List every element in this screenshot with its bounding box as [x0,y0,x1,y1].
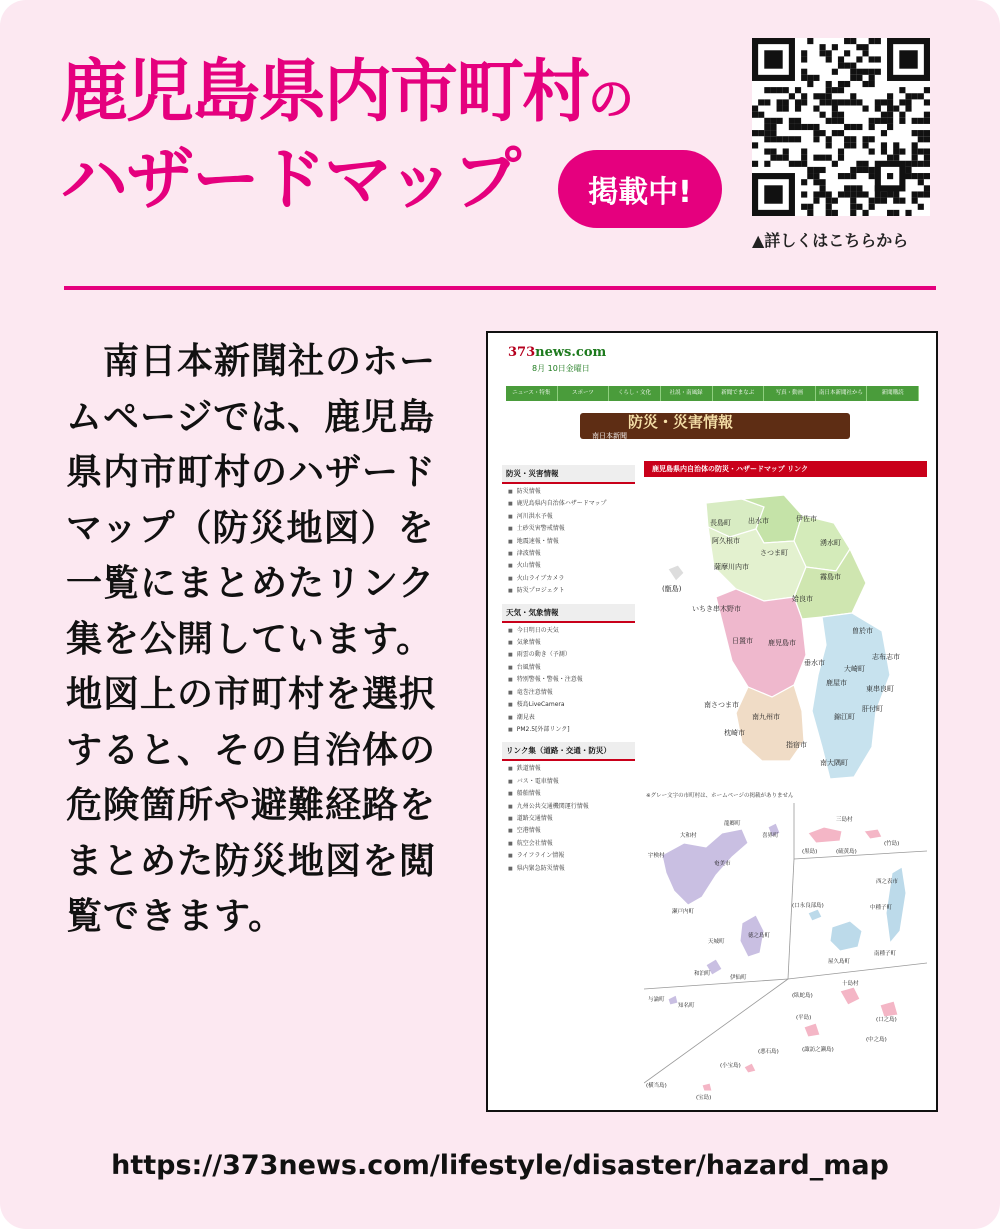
map-label[interactable]: (平島) [796,1015,812,1021]
nav-item[interactable]: 写真・動画 [764,386,816,401]
list-item[interactable]: ■ 桜島LiveCamera [508,699,635,711]
map-label[interactable]: 曽於市 [852,627,873,635]
map-label[interactable]: 長島町 [710,519,731,527]
map-label[interactable]: (口永良部島) [792,903,824,909]
map-label[interactable]: 宇検村 [648,853,665,859]
headline [60,52,632,222]
qr-code-icon[interactable] [752,38,930,216]
map-label[interactable]: (中之島) [866,1037,887,1043]
map-label[interactable]: 奄美市 [714,861,731,867]
list-item[interactable]: ■ 特別警報・警報・注意報 [508,674,635,686]
mainland-map [644,479,927,789]
nav-item[interactable]: 新聞でまなぶ [713,386,765,401]
map-label[interactable]: 徳之島町 [748,933,771,939]
list-item[interactable]: ■ 防災プロジェクト [508,585,635,597]
list-item[interactable]: ■ 鉄道情報 [508,763,635,775]
map-label[interactable]: 南九州市 [752,713,780,721]
map-label[interactable]: (黒島) [802,849,818,855]
map-region[interactable] [812,613,890,779]
map-label[interactable]: 志布志市 [872,653,900,661]
map-label[interactable]: 中種子町 [870,905,893,911]
nav-item[interactable]: ニュース・特集 [506,386,558,401]
island[interactable] [830,921,862,951]
section-title: 防災・災害情報 [502,465,635,484]
map-label[interactable]: 西之表市 [876,879,899,885]
islands-map [644,803,927,1103]
section-title: リンク集（道路・交通・防災） [502,742,635,761]
map-label[interactable]: 日置市 [732,637,753,645]
island[interactable] [804,1023,820,1037]
island[interactable] [662,829,748,905]
list-item[interactable]: ■ 防災情報 [508,486,635,498]
map-label[interactable]: さつま町 [760,549,788,557]
list-item[interactable]: ■ 航空会社情報 [508,838,635,850]
list-item[interactable]: ■ 津波情報 [508,548,635,560]
headline-line1: 鹿児島県内市町村 [60,53,589,132]
map-label[interactable]: 湧水町 [820,539,841,547]
island[interactable] [840,987,860,1005]
banner-sub: 南日本新聞 [592,432,627,440]
map-label[interactable]: (小宝島) [720,1063,741,1069]
list-item[interactable]: ■ 気象情報 [508,637,635,649]
map-label[interactable]: 姶良市 [792,595,813,603]
list-item[interactable]: ■ 土砂災害警戒情報 [508,523,635,535]
map-label[interactable]: 指宿市 [786,741,807,749]
map-label[interactable]: (臥蛇島) [792,993,813,999]
nav-item[interactable]: 新聞購読 [867,386,919,401]
island[interactable] [808,909,822,921]
island[interactable] [702,1083,712,1091]
body-text: 南日本新聞社のホームページでは、鹿児島県内市町村のハザードマップ（防災地図）を一覧にまとめたリンク集を公開しています。地図上の市町村を選択すると、その自治体の危険箇所や避難経路をまとめた防災地図を閲覧できます。 [66,340,437,937]
list-item[interactable]: ■ 雨雲の動き（予測） [508,649,635,661]
website-screenshot [486,331,938,1112]
list-item[interactable]: ■ 船舶情報 [508,788,635,800]
list-item[interactable]: ■ 県内緊急防災情報 [508,863,635,875]
map-label[interactable]: 龍郷町 [724,821,741,827]
list-item[interactable]: ■ 火山情報 [508,560,635,572]
list-item[interactable]: ■ バス・電車情報 [508,776,635,788]
map-label[interactable]: (横当島) [646,1083,667,1089]
section-title: 天気・気象情報 [502,604,635,623]
map-label[interactable]: 阿久根市 [712,537,740,545]
site-date: 8月 10日金曜日 [532,364,590,373]
site-nav [506,386,919,401]
list-item[interactable]: ■ 空港情報 [508,825,635,837]
list-item[interactable]: ■ ライフライン情報 [508,850,635,862]
nav-item[interactable]: 南日本新聞社から [816,386,868,401]
island[interactable] [864,829,882,839]
map-label[interactable]: 枕崎市 [724,729,745,737]
map-label[interactable]: 大和村 [680,833,697,839]
section-list [502,486,635,598]
map-label[interactable]: (甑島) [662,585,682,593]
map-label[interactable]: (諏訪之瀬島) [802,1047,834,1053]
map-label[interactable]: 天城町 [708,939,725,945]
island[interactable] [808,827,842,843]
map-label[interactable]: 霧島市 [820,573,841,581]
banner-title: 防災・災害情報 [628,413,734,431]
list-item[interactable]: ■ PM2.5[外部リンク] [508,724,635,736]
list-item[interactable]: ■ 竜巻注意情報 [508,687,635,699]
list-item[interactable]: ■ 地震速報・情報 [508,536,635,548]
map-note: ※グレー文字の市町村は、ホームページの掲載がありません [646,793,794,799]
map-label[interactable]: 伊仙町 [730,975,747,981]
headline-particle: の [588,72,633,126]
map-label[interactable]: 肝付町 [862,705,883,713]
nav-item[interactable]: スポーツ [558,386,610,401]
map-label[interactable]: 南種子町 [874,951,897,957]
map-label[interactable]: 出水市 [748,517,769,525]
section-list [502,763,635,875]
list-item[interactable]: ■ 潮見表 [508,712,635,724]
island[interactable] [668,995,678,1005]
section-list [502,625,635,737]
map-label[interactable]: 垂水市 [804,659,825,667]
map-label[interactable]: 三島村 [836,817,853,823]
list-item[interactable]: ■ 九州公共交通機関運行情報 [508,801,635,813]
map-label[interactable]: (悪石島) [758,1049,779,1055]
list-item[interactable]: ■ 河川洪水予報 [508,511,635,523]
map-region[interactable] [736,685,804,761]
map-label[interactable]: 錦江町 [834,713,855,721]
map-label[interactable]: 鹿児島市 [768,639,796,647]
map-label[interactable]: 十島村 [842,981,859,987]
map-label[interactable]: 屋久島町 [828,959,851,965]
map-label[interactable]: 瀬戸内町 [672,909,695,915]
island[interactable] [880,1001,898,1017]
map-label[interactable]: 伊佐市 [796,515,817,523]
map-label[interactable]: いちき串木野市 [692,605,741,613]
now-published-badge: 掲載中! [558,150,722,228]
map-label[interactable]: 知名町 [678,1003,695,1009]
map-label[interactable]: 薩摩川内市 [714,563,749,571]
island[interactable] [744,1063,756,1073]
map-label[interactable]: 南大隅町 [820,759,848,767]
list-item[interactable]: ■ 火山ライブカメラ [508,573,635,585]
headline-line2: ハザードマップ [60,141,520,220]
page-url[interactable]: https://373news.com/lifestyle/disaster/hazard_map [111,1150,889,1181]
site-logo[interactable]: 373news.com [508,345,607,360]
map-region [668,565,684,581]
sidebar [502,459,635,875]
map-label[interactable]: 喜界町 [762,833,779,839]
map-label[interactable]: (宝島) [696,1095,712,1101]
map-label[interactable]: 与論町 [648,997,665,1003]
list-item[interactable]: ■ 今日明日の天気 [508,625,635,637]
map-label[interactable]: 大崎町 [844,665,865,673]
nav-item[interactable]: くらし・文化 [609,386,661,401]
divider [64,286,936,290]
nav-item[interactable]: 社説・南風録 [661,386,713,401]
map-header: 鹿児島県内自治体の防災・ハザードマップ リンク [644,461,927,477]
map-label[interactable]: (竹島) [884,841,900,847]
list-item[interactable]: ■ 道路交通情報 [508,813,635,825]
map-label[interactable]: 東串良町 [866,685,894,693]
list-item[interactable]: ■ 台風情報 [508,662,635,674]
map-label[interactable]: 和泊町 [694,971,711,977]
map-label[interactable]: 南さつま市 [704,701,739,709]
qr-caption: ▲詳しくはこちらから [752,231,909,250]
map-label[interactable]: (口之島) [876,1017,897,1023]
list-item[interactable]: ■ 鹿児島県内自治体ハザードマップ [508,498,635,510]
map-label[interactable]: (硫黄島) [836,849,857,855]
map-label[interactable]: 鹿屋市 [826,679,847,687]
